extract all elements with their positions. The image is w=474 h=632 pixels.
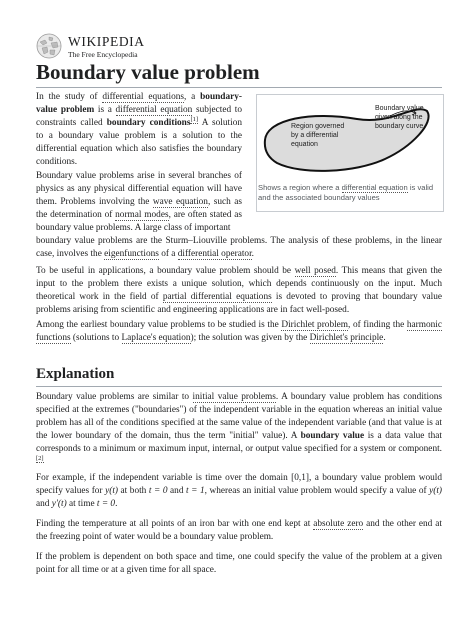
explanation-paragraph-4: If the problem is dependent on both space and time, one could specify the value of the problem at a given point for all time or at a given time for all space.: [36, 552, 442, 576]
link-normal-modes[interactable]: normal modes: [115, 210, 169, 221]
intro-paragraph-2b: boundary value problems are the Sturm–Liouville problems. The analysis of these problems, in the linear case, involves the eigenfunctions of a differential operator.: [36, 236, 442, 260]
reference-2[interactable]: [2]: [36, 455, 44, 463]
region-label: Region governed by a differential equation: [291, 123, 345, 148]
intro-paragraph-4: Among the earliest boundary value problems to be studied is the Dirichlet problem, of finding the harmonic functions (solutions to Laplace's equation); the solution was given by the Dirichlet's principle.: [36, 320, 442, 344]
explanation-paragraph-2: For example, if the independent variable is time over the domain [0,1], a boundary value problem would specify values for y(t) at both t = 0 and t = 1, whereas an initial value problem would specify a value of y(t) and y′(t) at time t = 0.: [36, 473, 443, 510]
section-divider: [36, 386, 442, 387]
wikipedia-wordmark[interactable]: WIKIPEDIA: [68, 34, 145, 49]
explanation-paragraph-1: Boundary value problems are similar to initial value problems. A boundary value problem has conditions specified at the extremes ("boundaries") of the independent variable in the equation whereas an initial value problem has all of the conditions specified at the same value of the independent variable (and that value is at the lower boundary of the domain, thus the term "initial" value). A boundary value is a data value that corresponds to a minimum or maximum input, internal, or output value specified for a system or component.[2]: [36, 392, 442, 463]
link-wave-equation[interactable]: wave equation: [152, 197, 208, 208]
intro-paragraph-3: To be useful in applications, a boundary value problem should be well posed. This means that given the input to the problem there exists a unique solution, which depends continuously on the input. Much theoretical work in the field of partial differential equations is devoted to proving that boundary value problems arising from scientific and engineering applications are in fact well-posed.: [36, 266, 442, 316]
link-laplaces-equation[interactable]: Laplace's equation: [121, 333, 191, 344]
title-divider: [36, 87, 442, 88]
wikipedia-globe-icon[interactable]: [36, 33, 62, 59]
link-absolute-zero[interactable]: absolute zero: [313, 519, 364, 529]
intro-paragraph-2a: Boundary value problems arise in several branches of physics as any physical differential equation will have them. Problems involving the wave equation, such as the determination of normal modes, are often stated as boundary value problems. A large class of important: [36, 171, 242, 234]
reference-1[interactable]: [1]: [190, 116, 199, 124]
caption-link-differential-equation[interactable]: differential equation: [341, 183, 408, 192]
wikipedia-tagline: The Free Encyclopedia: [68, 50, 138, 59]
link-partial-differential-equations[interactable]: partial differential equations: [162, 292, 272, 303]
explanation-paragraph-3: Finding the temperature at all points of an iron bar with one end kept at absolute zero and the other end at the freezing point of water would be a boundary value problem.: [36, 519, 442, 543]
link-differential-equations[interactable]: differential equations: [102, 92, 184, 102]
section-heading-explanation: Explanation: [36, 366, 115, 382]
link-initial-value-problems[interactable]: initial value problems: [192, 392, 276, 402]
page-title: Boundary value problem: [36, 60, 260, 84]
link-differential-equation[interactable]: differential equation: [115, 105, 193, 116]
intro-paragraph-1: In the study of differential equations, a boundary-value problem is a differential equation subjected to constraints called boundary conditions[1] A solution to a boundary value problem is a solution to the differential equation which also satisfies the boundary conditions.: [36, 92, 243, 168]
figure-caption: Shows a region where a differential equation is valid and the associated boundary values: [258, 183, 434, 202]
link-well-posed[interactable]: well posed: [294, 266, 336, 276]
link-dirichlet-problem[interactable]: Dirichlet problem: [281, 320, 349, 330]
link-differential-operator[interactable]: differential operator: [177, 249, 252, 260]
boundary-label: Boundary value given along the boundary curve: [375, 105, 424, 130]
link-harmonic-functions[interactable]: harmonic functions: [36, 320, 442, 344]
link-dirichlets-principle[interactable]: Dirichlet's principle: [309, 333, 384, 344]
boundary-diagram[interactable]: [257, 95, 443, 181]
link-eigenfunctions[interactable]: eigenfunctions: [104, 249, 159, 260]
